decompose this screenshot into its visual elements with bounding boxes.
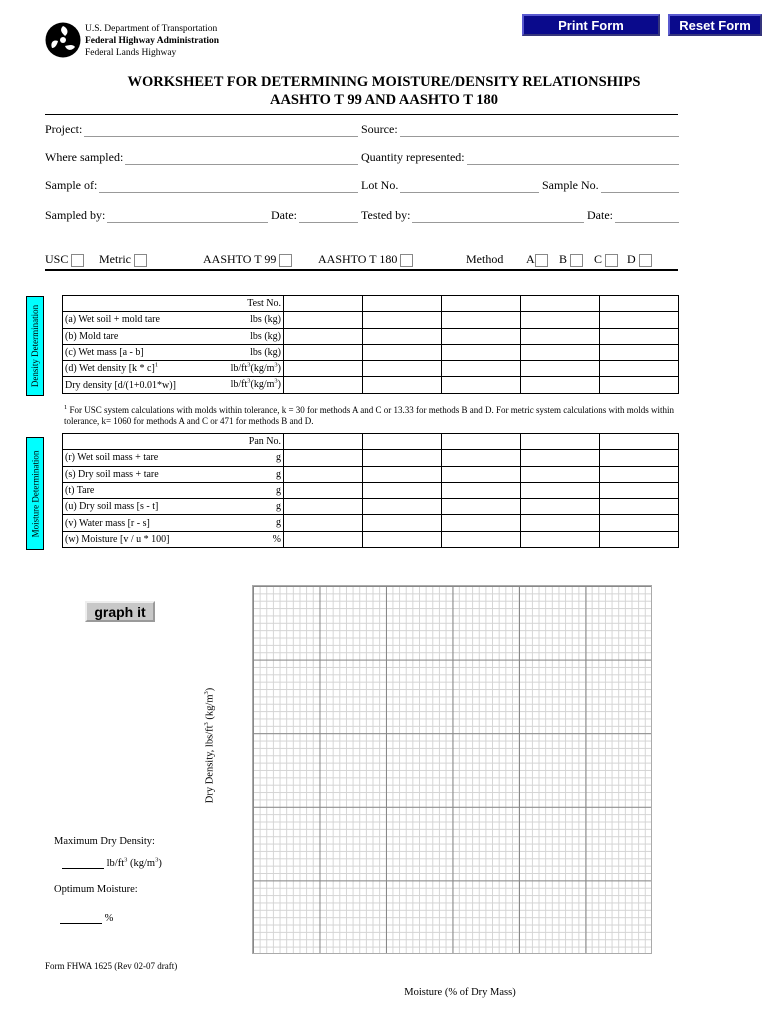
- project-label: Project:: [45, 122, 83, 136]
- density-header-row: [63, 296, 679, 312]
- date-sampled-field[interactable]: [271, 208, 358, 223]
- data-cell[interactable]: [442, 377, 521, 393]
- page-title: [45, 73, 723, 109]
- pan-cell[interactable]: [521, 434, 600, 450]
- test-cell[interactable]: [284, 296, 363, 312]
- method-c-checkbox[interactable]: [605, 254, 618, 267]
- row-label: (r) Wet soil mass + tare g: [63, 450, 284, 466]
- data-cell[interactable]: [521, 361, 600, 377]
- quantity-represented-label: Quantity represented:: [361, 150, 465, 164]
- method-d-option: [627, 252, 652, 267]
- row-label: Dry density [d/(1+0.01*w)] $lb/ft^3(kg/m^3)$: [63, 377, 284, 393]
- data-cell[interactable]: [442, 328, 521, 344]
- data-cell[interactable]: [442, 466, 521, 482]
- t180-option: [318, 252, 413, 267]
- data-cell[interactable]: [442, 515, 521, 531]
- density-table: [62, 295, 679, 394]
- lot-no-field[interactable]: [361, 178, 539, 193]
- data-cell[interactable]: [442, 450, 521, 466]
- data-cell[interactable]: [284, 450, 363, 466]
- usc-option: [45, 252, 84, 267]
- test-cell[interactable]: [363, 296, 442, 312]
- data-cell[interactable]: [284, 482, 363, 498]
- row-unit: g: [276, 468, 281, 480]
- data-cell[interactable]: [600, 377, 679, 393]
- method-d-checkbox[interactable]: [639, 254, 652, 267]
- optimum-moisture-field: [60, 911, 113, 924]
- data-cell[interactable]: [284, 531, 363, 547]
- tested-by-field[interactable]: [361, 208, 584, 223]
- row-unit: %: [272, 533, 281, 545]
- max-dry-density-label: Maximum Dry Density:: [54, 836, 155, 847]
- agency-line3: Federal Lands Highway: [85, 48, 177, 58]
- data-cell[interactable]: [284, 361, 363, 377]
- t99-checkbox[interactable]: [279, 254, 292, 267]
- data-cell[interactable]: [521, 377, 600, 393]
- data-cell[interactable]: [600, 482, 679, 498]
- density-side-label: Density Determination: [30, 304, 41, 388]
- method-a-checkbox[interactable]: [535, 254, 548, 267]
- density-row-dry: [63, 377, 679, 393]
- test-cell[interactable]: [600, 296, 679, 312]
- test-cell[interactable]: [521, 296, 600, 312]
- data-cell[interactable]: [363, 377, 442, 393]
- sample-of-field[interactable]: [45, 178, 358, 193]
- data-cell[interactable]: [521, 515, 600, 531]
- data-cell[interactable]: [442, 482, 521, 498]
- method-label: Method: [466, 252, 504, 266]
- sampled-by-input[interactable]: [107, 208, 268, 223]
- sample-no-field[interactable]: [542, 178, 679, 193]
- data-cell[interactable]: [600, 531, 679, 547]
- density-row-c: [63, 344, 679, 360]
- lot-no-label: Lot No.: [361, 178, 399, 192]
- data-cell[interactable]: [442, 344, 521, 360]
- om-unit: %: [104, 913, 114, 924]
- data-cell[interactable]: [600, 499, 679, 515]
- row-unit: $lb/ft^3(kg/m^3)$: [230, 378, 281, 391]
- date-tested-label: Date:: [587, 208, 613, 222]
- data-cell[interactable]: [600, 515, 679, 531]
- moisture-row-r: [63, 450, 679, 466]
- moisture-header-row: [63, 434, 679, 450]
- data-cell[interactable]: [442, 499, 521, 515]
- pan-cell[interactable]: [363, 434, 442, 450]
- options-divider: [45, 269, 678, 271]
- method-b-label: B: [559, 252, 568, 266]
- test-cell[interactable]: [442, 296, 521, 312]
- data-cell[interactable]: [284, 312, 363, 328]
- data-cell[interactable]: [600, 361, 679, 377]
- data-cell[interactable]: [284, 344, 363, 360]
- date-sampled-label: Date:: [271, 208, 297, 222]
- data-cell[interactable]: [442, 312, 521, 328]
- optimum-moisture-label: Optimum Moisture:: [54, 884, 138, 895]
- source-input[interactable]: [400, 122, 679, 137]
- data-cell[interactable]: [600, 312, 679, 328]
- method-c-label: C: [594, 252, 603, 266]
- date-sampled-input[interactable]: [299, 208, 358, 223]
- t99-label: AASHTO T 99: [203, 252, 277, 266]
- optimum-moisture-input[interactable]: [60, 911, 102, 924]
- method-b-checkbox[interactable]: [570, 254, 583, 267]
- method-b-option: [559, 252, 583, 267]
- moisture-row-u: [63, 499, 679, 515]
- density-row-b: [63, 328, 679, 344]
- data-cell[interactable]: [521, 328, 600, 344]
- method-a-label: A: [526, 252, 535, 266]
- moisture-side-label: Moisture Determination: [30, 450, 41, 537]
- data-cell[interactable]: [284, 328, 363, 344]
- print-form-button[interactable]: Print Form: [522, 14, 660, 36]
- t99-option: [203, 252, 292, 267]
- t180-label: AASHTO T 180: [318, 252, 398, 266]
- method-c-option: [594, 252, 618, 267]
- pan-cell[interactable]: [442, 434, 521, 450]
- sample-no-label: Sample No.: [542, 178, 599, 192]
- form-id: Form FHWA 1625 (Rev 02-07 draft): [45, 961, 178, 971]
- title-divider: [45, 114, 678, 115]
- where-sampled-field[interactable]: [45, 150, 358, 165]
- row-unit: lbs (kg): [250, 330, 281, 342]
- where-sampled-label: Where sampled:: [45, 150, 124, 164]
- reset-form-button[interactable]: Reset Form: [668, 14, 762, 36]
- data-cell[interactable]: [363, 344, 442, 360]
- agency-block: [85, 23, 219, 59]
- data-cell[interactable]: [521, 450, 600, 466]
- usc-checkbox[interactable]: [71, 254, 84, 267]
- lot-no-input[interactable]: [400, 178, 539, 193]
- tested-by-input[interactable]: [412, 208, 584, 223]
- graph-x-axis-label: Moisture (% of Dry Mass): [404, 987, 516, 998]
- data-cell[interactable]: [363, 450, 442, 466]
- moisture-row-t: [63, 482, 679, 498]
- row-label: (u) Dry soil mass [s - t] g: [63, 499, 284, 515]
- data-cell[interactable]: [442, 531, 521, 547]
- moisture-row-v: [63, 515, 679, 531]
- moisture-table: [62, 433, 679, 548]
- data-cell[interactable]: [600, 450, 679, 466]
- where-sampled-input[interactable]: [125, 150, 358, 165]
- agency-line2: Federal Highway Administration: [85, 36, 220, 46]
- moisture-row-w: [63, 531, 679, 547]
- row-label: (a) Wet soil + mold tare lbs (kg): [63, 312, 284, 328]
- metric-label: Metric: [99, 252, 131, 266]
- row-label: (t) Tare g: [63, 482, 284, 498]
- data-cell[interactable]: [521, 531, 600, 547]
- sample-no-input[interactable]: [601, 178, 679, 193]
- sampled-by-label: Sampled by:: [45, 208, 106, 222]
- agency-line1: U.S. Department of Transportation: [85, 24, 218, 34]
- data-cell[interactable]: [600, 344, 679, 360]
- method-d-label: D: [627, 252, 636, 266]
- data-cell[interactable]: [284, 515, 363, 531]
- data-cell[interactable]: [521, 312, 600, 328]
- source-field[interactable]: [361, 122, 679, 137]
- data-cell[interactable]: [521, 499, 600, 515]
- test-no-header: Test No.: [63, 296, 284, 312]
- data-cell[interactable]: [600, 466, 679, 482]
- data-cell[interactable]: [521, 466, 600, 482]
- title-line1: WORKSHEET FOR DETERMINING MOISTURE/DENSITY RELATIONSHIPS: [127, 74, 641, 90]
- pan-no-header: Pan No.: [63, 434, 284, 450]
- data-cell[interactable]: [363, 328, 442, 344]
- row-unit: lbs (kg): [250, 346, 281, 358]
- quantity-represented-field[interactable]: [361, 150, 679, 165]
- row-unit: g: [276, 452, 281, 464]
- row-label: (s) Dry soil mass + tare g: [63, 466, 284, 482]
- data-cell[interactable]: [363, 482, 442, 498]
- mdd-unit: $lb/ft^3$ $(kg/m^3)$: [106, 856, 162, 869]
- project-field[interactable]: [45, 122, 358, 137]
- data-cell[interactable]: [363, 312, 442, 328]
- row-unit: $lb/ft^3(kg/m^3)$: [230, 361, 281, 375]
- density-side-tab: [26, 296, 44, 396]
- data-cell[interactable]: [284, 466, 363, 482]
- row-label: (v) Water mass [r - s] g: [63, 515, 284, 531]
- row-label: (b) Mold tare lbs (kg): [63, 328, 284, 344]
- date-tested-field[interactable]: [587, 208, 679, 223]
- max-dry-density-input[interactable]: [62, 856, 104, 869]
- quantity-represented-input[interactable]: [467, 150, 679, 165]
- title-line2: AASHTO T 99 AND AASHTO T 180: [269, 92, 499, 108]
- data-cell[interactable]: [284, 499, 363, 515]
- max-dry-density-field: [62, 856, 162, 869]
- fhwa-logo: [45, 22, 81, 58]
- row-label: (w) Moisture [v / u * 100] %: [63, 531, 284, 547]
- row-unit: g: [276, 484, 281, 496]
- graph-it-button[interactable]: graph it: [85, 601, 155, 622]
- row-label: (d) Wet density [k * c]$^1$ $lb/ft^3(kg/m^3)$: [63, 361, 284, 377]
- data-cell[interactable]: [521, 482, 600, 498]
- source-label: Source:: [361, 122, 398, 136]
- data-cell[interactable]: [363, 466, 442, 482]
- density-row-a: [63, 312, 679, 328]
- data-cell[interactable]: [284, 377, 363, 393]
- method-a-option: [526, 252, 548, 267]
- pan-cell[interactable]: [600, 434, 679, 450]
- row-label: (c) Wet mass [a - b] lbs (kg): [63, 344, 284, 360]
- sample-of-label: Sample of:: [45, 178, 98, 192]
- row-unit: g: [276, 517, 281, 529]
- density-moisture-graph: [252, 585, 652, 954]
- data-cell[interactable]: [363, 361, 442, 377]
- metric-checkbox[interactable]: [134, 254, 147, 267]
- date-tested-input[interactable]: [615, 208, 679, 223]
- usc-label: USC: [45, 252, 69, 266]
- data-cell[interactable]: [600, 328, 679, 344]
- project-input[interactable]: [84, 122, 358, 137]
- data-cell[interactable]: [521, 344, 600, 360]
- moisture-side-tab: [26, 437, 44, 550]
- data-cell[interactable]: [363, 499, 442, 515]
- graph-y-axis-label: Dry Density, lbs/$ft^3$ $(kg/m^3)$: [203, 687, 216, 804]
- data-cell[interactable]: [363, 531, 442, 547]
- metric-option: [99, 252, 147, 267]
- sampled-by-field[interactable]: [45, 208, 268, 223]
- data-cell[interactable]: [442, 361, 521, 377]
- pan-cell[interactable]: [284, 434, 363, 450]
- moisture-row-s: [63, 466, 679, 482]
- data-cell[interactable]: [363, 515, 442, 531]
- t180-checkbox[interactable]: [400, 254, 413, 267]
- density-footnote: $^1$ For USC system calculations with molds within tolerance, k = 30 for methods A and C or 13.33 for methods B and D. For metric system calculations with molds within tolerance, k= 1060 for methods A and C or 471 for methods B and D.: [64, 404, 675, 426]
- row-unit: g: [276, 501, 281, 513]
- density-row-d: [63, 361, 679, 377]
- row-unit: lbs (kg): [250, 314, 281, 326]
- sample-of-input[interactable]: [99, 178, 358, 193]
- tested-by-label: Tested by:: [361, 208, 411, 222]
